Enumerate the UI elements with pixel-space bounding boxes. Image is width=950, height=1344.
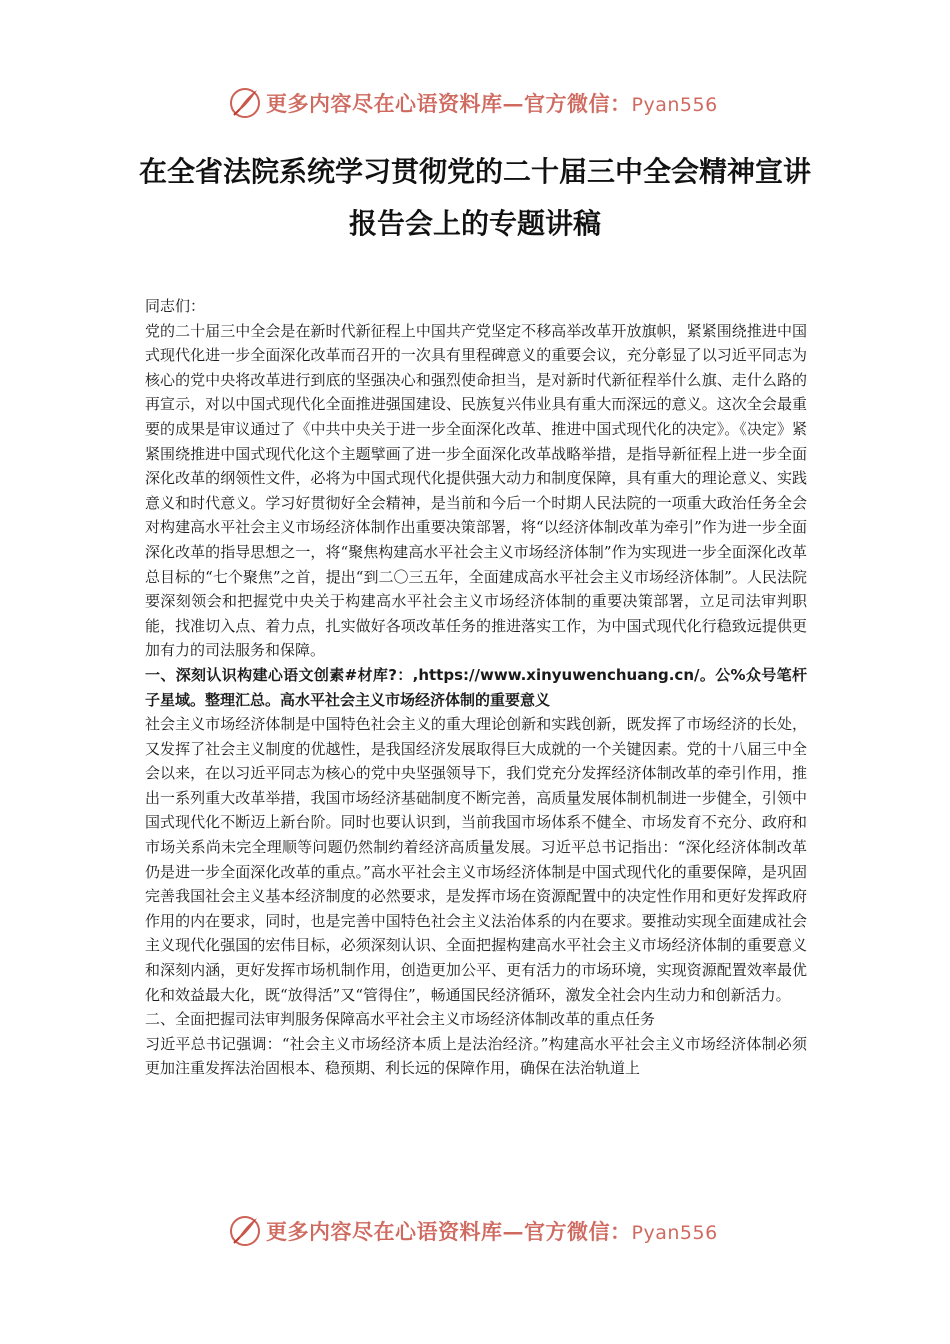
salutation: 同志们： (145, 297, 206, 315)
page-title: 在全省法院系统学习贯彻党的二十届三中全会精神宣讲报告会上的专题讲稿 (138, 155, 811, 240)
section-heading-2: 二、全面把握司法审判服务保障高水平社会主义市场经济体制改革的重点任务 (145, 1010, 656, 1029)
watermark-text: 更多内容尽在心语资料库—官方微信：Pyan556 (266, 1219, 718, 1244)
section-heading-1: 一、深刻认识构建心语文创素#材库?：,https://www.xinyuwenchuang.cn/。公%众号笔杆子星域。整理汇总。高水平社会主义市场经济体制的重要意义 (145, 665, 807, 709)
paragraph-3: 习近平总书记强调：“社会主义市场经济本质上是法治经济。”构建高水平社会主义市场经济体制必须更加注重发挥法治固根本、稳预期、利长远的保障作用，确保在法治轨道上 (145, 1034, 807, 1078)
watermark-text: 更多内容尽在心语资料库—官方微信：Pyan556 (266, 91, 718, 116)
quill-logo-icon (228, 1214, 262, 1248)
watermark-banner-bottom (228, 1212, 748, 1250)
document-body (145, 294, 807, 1081)
paragraph-2: 社会主义市场经济体制是中国特色社会主义的重大理论创新和实践创新，既发挥了市场经济的长处，又发挥了社会主义制度的优越性，是我国经济发展取得巨大成就的一个关键因素。党的十八届三中全会以来，在以习近平同志为核心的党中央坚强领导下，我们党充分发挥经济体制改革的牵引作用，推出一系列重大改革举措，我国市场经济基础制度不断完善，高质量发展体制机制进一步健全，引领中国式现代化不断迈上新台阶。同时也要认识到，当前我国市场体系不健全、市场发育不充分、政府和市场关系尚未完全理顺等问题仍然制约着经济高质量发展。习近平总书记指出：“深化经济体制改革仍是进一步全面深化改革的重点。”高水平社会主义市场经济体制是中国式现代化的重要保障，是巩固完善我国社会主义基本经济制度的必然要求，是发挥市场在资源配置中的决定性作用和更好发挥政府作用的内在要求，同时，也是完善中国特色社会主义法治体系的内在要求。要推动实现全面建成社会主义现代化强国的宏伟目标，必须深刻认识、全面把握构建高水平社会主义市场经济体制的重要意义和深刻内涵，更好发挥市场机制作用，创造更加公平、更有活力的市场环境，实现资源配置效率最优化和效益最大化，既“放得活”又“管得住”，畅通国民经济循环，激发全社会内生动力和创新活力。 (145, 715, 807, 1004)
quill-logo-icon (228, 86, 262, 120)
watermark-banner-top (228, 84, 748, 122)
paragraph-1: 党的二十届三中全会是在新时代新征程上中国共产党坚定不移高举改革开放旗帜，紧紧围绕推进中国式现代化进一步全面深化改革而召开的一次具有里程碑意义的重要会议，充分彰显了以习近平同志为核心的党中央将改革进行到底的坚强决心和强烈使命担当，是对新时代新征程举什么旗、走什么路的再宣示，对以中国式现代化全面推进强国建设、民族复兴伟业具有重大而深远的意义。这次全会最重要的成果是审议通过了《中共中央关于进一步全面深化改革、推进中国式现代化的决定》。《决定》紧紧围绕推进中国式现代化这个主题擘画了进一步全面深化改革战略举措，是指导新征程上进一步全面深化改革的纲领性文件，必将为中国式现代化提供强大动力和制度保障，具有重大的理论意义、实践意义和时代意义。学习好贯彻好全会精神，是当前和今后一个时期人民法院的一项重大政治任务全会对构建高水平社会主义市场经济体制作出重要决策部署，将“以经济体制改革为牵引”作为进一步全面深化改革的指导思想之一，将“聚焦构建高水平社会主义市场经济体制”作为实现进一步全面深化改革总目标的“七个聚焦”之首，提出“到二〇三五年，全面建成高水平社会主义市场经济体制”。人民法院要深刻领会和把握党中央关于构建高水平社会主义市场经济体制的重要决策部署，立足司法审判职能，找准切入点、着力点，扎实做好各项改革任务的推进落实工作，为中国式现代化行稳致远提供更加有力的司法服务和保障。 (145, 321, 807, 660)
